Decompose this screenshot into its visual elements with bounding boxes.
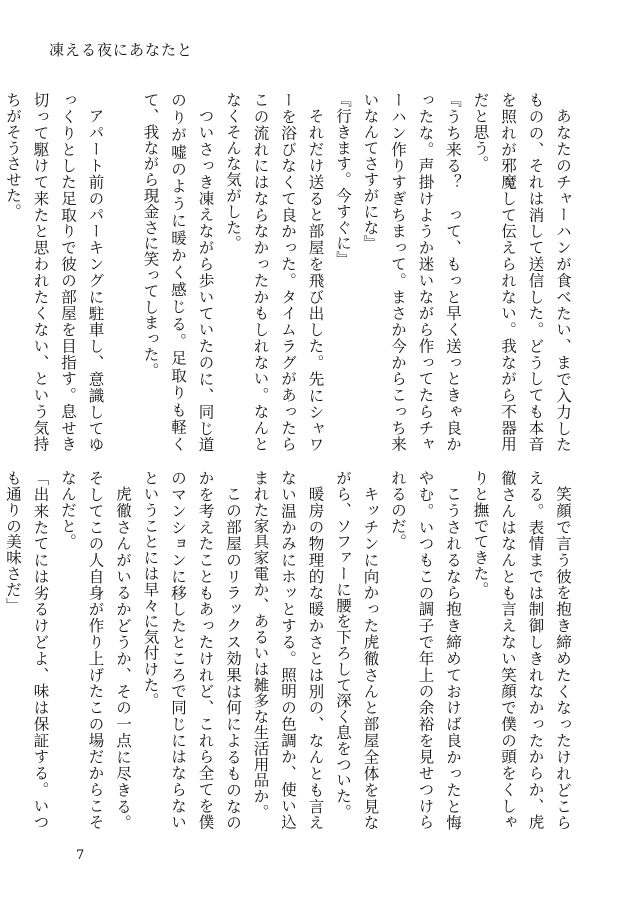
paragraph: 『うち来る？ って、もっと早く送っときゃ良かったな。声掛けようか迷いながら作ってたらチャーハン作りすぎちまって。まさか今からこっち来いなんてさすがにな』 [361, 92, 462, 452]
paragraph: 虎徹さんがいるかどうか、その一点に尽きる。そしてこの人自身が作り上げたこの場だからこそなんだと。 [59, 470, 132, 830]
paragraph: 暖房の物理的な暖かさとは別の、なんとも言えない温かみにホッとする。照明の色調か、使い込まれた家具家電か、あるいは雑多な生活用品か。 [251, 470, 325, 830]
paragraph: アパート前のパーキングに駐車し、意識してゆっくりとした足取りで彼の部屋を目指す。息せき切って駆けて来たと思われたくない、という気持ちがそうさせた。 [4, 92, 105, 452]
paragraph: 笑顔で言う彼を抱き締めたくなったけれどこらえる。表情までは制御しきれなかったからか、虎徹さんはなんとも言えない笑顔で僕の頭をくしゃりと撫でてきた。 [471, 470, 572, 830]
paragraph: この部屋のリラックス効果は何によるものなのかを考えたこともあったけれど、これら全てを僕のマンションに移したところで同じにはならないということには早々に気付けた。 [141, 470, 242, 830]
page-number: 7 [76, 848, 85, 863]
paragraph: 『行きます。今すぐに』 [334, 92, 352, 267]
paragraph: キッチンに向かった虎徹さんと部屋全体を見ながら、ソファーに腰を下ろして深く息をついた。 [334, 470, 380, 830]
paragraph: こうされるなら抱き締めておけば良かったと悔やむ。いつもこの調子で年上の余裕を見せつけられるのだ。 [389, 470, 462, 830]
paragraph: ついさっき凍えながら歩いていたのに、同じ道のりが嘘のように暖かく感じる。足取りも軽くて、我ながら現金さに笑ってしまった。 [141, 92, 215, 452]
bottom-text-block [4, 470, 576, 830]
paragraph: あなたのチャーハンが食べたい、まで入力したものの、それは消して送信した。どうしても本音を照れが邪魔して伝えられない。我ながら不器用だと思う。 [471, 92, 572, 452]
paragraph [109, 92, 137, 452]
top-text-block [4, 92, 576, 452]
paragraph: それだけ送ると部屋を飛び出した。先にシャワーを浴びなくて良かった。タイムラグがあったらこの流れにはならなかったかもしれない。なんとなくそんな気がした。 [224, 92, 325, 452]
running-header: 凍える夜にあなたと [49, 41, 194, 59]
paragraph: 「出来たてには劣るけどよ、味は保証する。いつも通りの美味さだ」 [4, 470, 50, 830]
